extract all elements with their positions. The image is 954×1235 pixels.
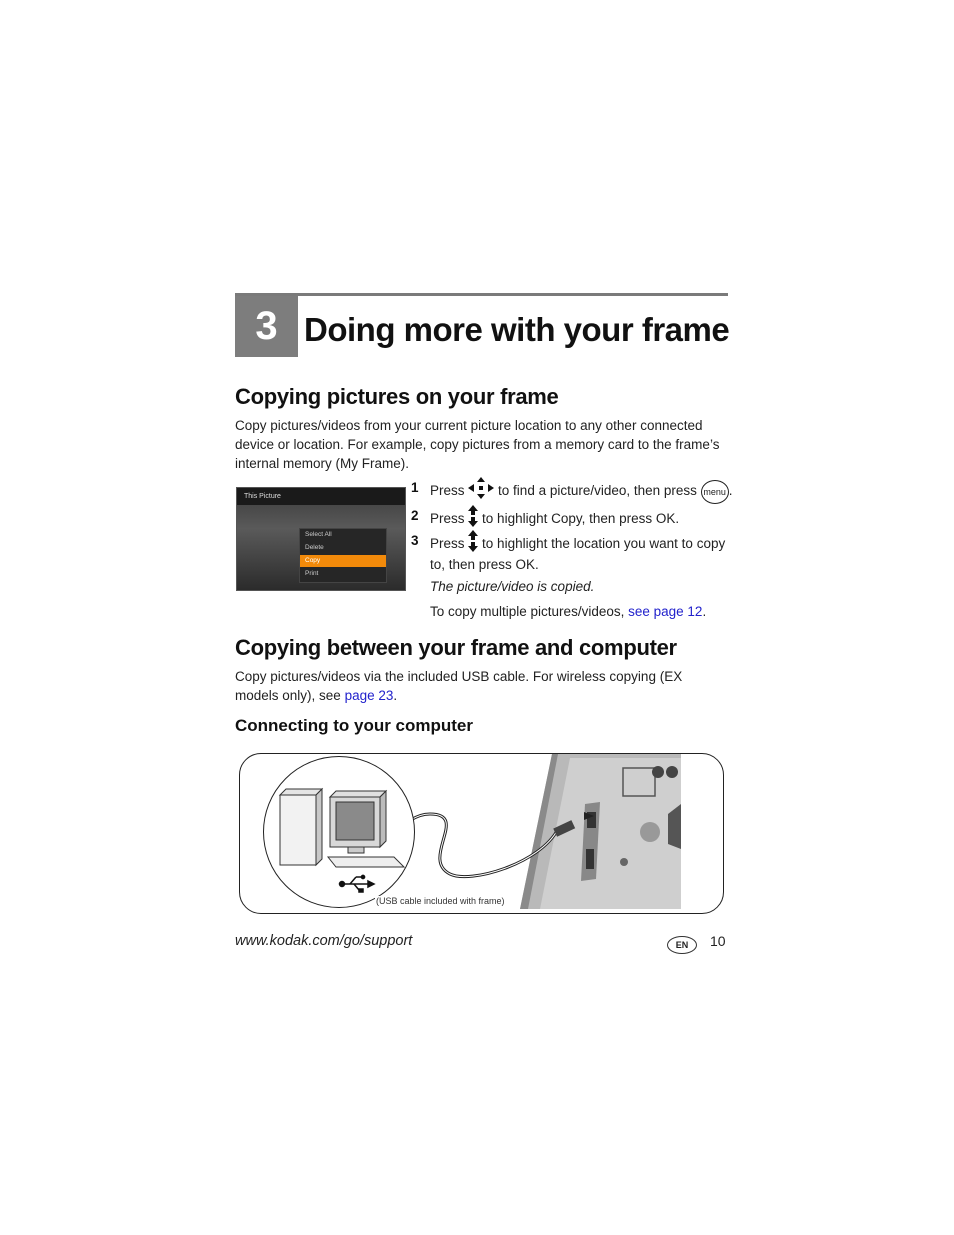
language-badge: EN (667, 936, 697, 954)
usb-cable-caption: (USB cable included with frame) (376, 896, 505, 906)
step-3-continued: to, then press OK. (430, 557, 539, 572)
chapter-rule (235, 293, 728, 296)
step-1 (430, 477, 732, 506)
screen-menu-item: Delete (305, 544, 324, 551)
step-text: . (728, 483, 733, 499)
section-heading-copying-pictures: Copying pictures on your frame (235, 384, 559, 409)
note-text: To copy multiple pictures/videos, (430, 604, 625, 619)
chapter-number: 3 (235, 296, 298, 357)
screen-menu-item-selected: Copy (300, 555, 386, 567)
page-number: 10 (710, 933, 726, 949)
section-heading-copying-between: Copying between your frame and computer (235, 635, 677, 660)
intro-text: Copy pictures/videos via the included USB cable. For wireless copying (EX models only), see (235, 669, 683, 703)
step-number: 2 (411, 508, 419, 523)
step-text: to find a picture/video, then press (498, 483, 697, 499)
step-text: to highlight Copy, then press OK. (482, 511, 680, 527)
computer-detail-circle (263, 756, 415, 908)
screen-title: This Picture (237, 488, 405, 505)
frame-screen-image (236, 487, 406, 591)
computer-icon (264, 757, 414, 907)
chapter-title: Doing more with your frame (304, 311, 730, 348)
intro-text: . (393, 688, 398, 703)
step-text: Press (430, 511, 465, 527)
subheading-connecting: Connecting to your computer (235, 716, 473, 735)
step-number: 1 (411, 480, 419, 495)
step-text: to highlight the location you want to copy (482, 536, 726, 552)
result-text: The picture/video is copied. (430, 579, 595, 594)
section1-intro: Copy pictures/videos from your current picture location to any other connected device or location. For example, copy pictures from a memory card to the frame’s internal memory (My Frame). (235, 418, 720, 471)
multi-copy-note (430, 602, 706, 621)
screen-menu-item: Print (305, 570, 319, 577)
see-page-12-link[interactable]: see page 12 (628, 604, 703, 619)
usb-connection-illustration (239, 753, 724, 914)
step-number: 3 (411, 533, 419, 548)
menu-button-icon: menu (701, 480, 729, 504)
page-23-link[interactable]: page 23 (344, 688, 394, 703)
step-text: Press (430, 483, 465, 499)
footer-support-url[interactable]: www.kodak.com/go/support (235, 933, 413, 949)
note-text: . (702, 604, 707, 619)
screen-menu-item: Select All (305, 531, 332, 538)
four-way-arrow-icon (468, 477, 494, 506)
step-text: Press (430, 536, 465, 552)
section2-intro (235, 667, 715, 705)
screen-menu (299, 528, 387, 583)
